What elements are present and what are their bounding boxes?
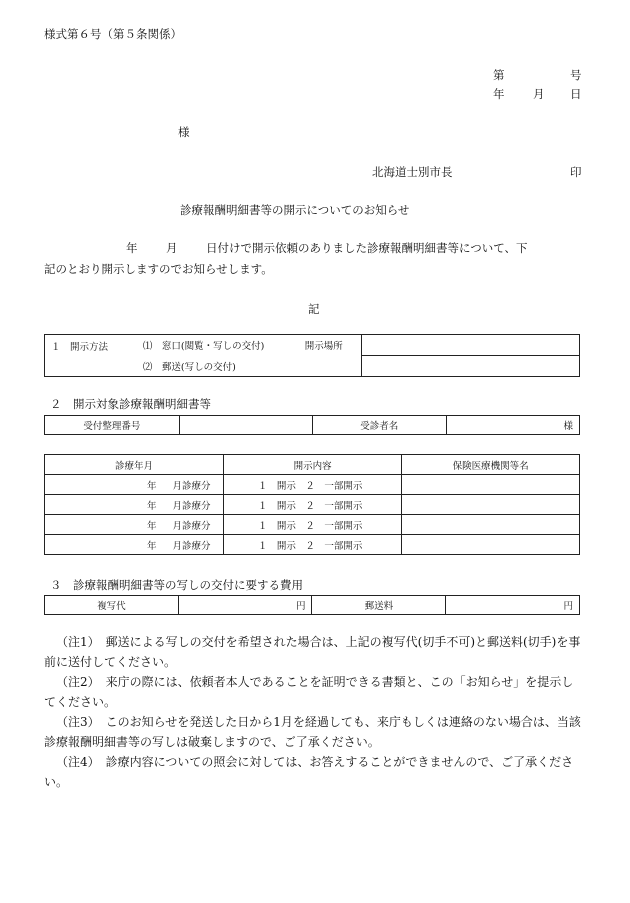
row-year: 年 [147, 500, 157, 512]
recipient-suffix: 様 [178, 125, 190, 139]
row-year: 年 [147, 480, 157, 492]
receipt-number-field[interactable] [179, 416, 312, 435]
date-day: 日 [570, 87, 582, 101]
section3-heading: ３ 診療報酬明細書等の写しの交付に要する費用 [50, 578, 303, 592]
disclosure-items-table [44, 454, 580, 555]
table-row [45, 535, 580, 555]
institution-cell[interactable] [402, 515, 580, 535]
institution-cell[interactable] [402, 495, 580, 515]
table-row [45, 495, 580, 515]
postage-field[interactable]: 円 [446, 596, 580, 615]
treatment-month-cell[interactable] [45, 495, 224, 515]
location-label: 開示場所 [299, 335, 361, 356]
content-cell[interactable]: １ 開示 ２ 一部開示 [223, 475, 401, 495]
note-3: （注3） このお知らせを発送した日から1月を経過しても、来庁もしくは連絡のない場合は、当該診療報酬明細書等の写しは破棄しますので、ご了承ください。 [44, 715, 581, 749]
method-label: １ 開示方法 [45, 335, 137, 377]
institution-cell[interactable] [402, 535, 580, 555]
intro-year: 年 [126, 241, 138, 255]
issuer-name: 北海道士別市長 [372, 165, 453, 179]
header-disclosure-content: 開示内容 [223, 455, 401, 475]
content-cell[interactable]: １ 開示 ２ 一部開示 [223, 535, 401, 555]
content-cell[interactable]: １ 開示 ２ 一部開示 [223, 495, 401, 515]
copy-fee-label: 複写代 [45, 596, 179, 615]
row-month: 月診療分 [172, 540, 211, 552]
postage-label: 郵送料 [312, 596, 446, 615]
intro-line1: 日付けで開示依頼のありました診療報酬明細書等について、下 [206, 241, 528, 255]
copy-fee-field[interactable]: 円 [178, 596, 312, 615]
header-institution-name: 保険医療機関等名 [402, 455, 580, 475]
ki-label: 記 [308, 302, 320, 316]
treatment-month-cell[interactable] [45, 535, 224, 555]
receipt-table [44, 415, 580, 435]
method-option-mail: ⑵ 郵送(写しの交付) [137, 356, 361, 377]
location-field[interactable] [361, 335, 579, 356]
row-year: 年 [147, 520, 157, 532]
intro-month: 月 [166, 241, 178, 255]
date-year: 年 [493, 87, 505, 101]
document-title: 診療報酬明細書等の開示についてのお知らせ [180, 203, 410, 217]
ref-number-suffix: 号 [570, 68, 582, 82]
institution-cell[interactable] [402, 475, 580, 495]
content-cell[interactable]: １ 開示 ２ 一部開示 [223, 515, 401, 535]
treatment-month-cell[interactable] [45, 515, 224, 535]
method-option-counter: ⑴ 窓口(閲覧・写しの交付) [137, 335, 299, 356]
row-year: 年 [147, 540, 157, 552]
recipient-name-label: 受診者名 [312, 416, 446, 435]
notes-block [44, 632, 582, 792]
treatment-month-cell[interactable] [45, 475, 224, 495]
row-month: 月診療分 [172, 520, 211, 532]
disclosure-method-table [44, 334, 580, 377]
issuer-seal: 印 [570, 165, 582, 179]
row-month: 月診療分 [172, 500, 211, 512]
ref-number-prefix: 第 [493, 68, 505, 82]
receipt-number-label: 受付整理番号 [45, 416, 180, 435]
table-row [45, 515, 580, 535]
table-row [45, 475, 580, 495]
row-month: 月診療分 [172, 480, 211, 492]
intro-line2: 記のとおり開示しますのでお知らせします。 [44, 262, 273, 276]
section2-heading: ２ 開示対象診療報酬明細書等 [50, 397, 211, 411]
form-number: 様式第６号（第５条関係） [44, 27, 182, 41]
location-field-2[interactable] [361, 356, 579, 377]
date-month: 月 [533, 87, 545, 101]
fees-table [44, 595, 580, 615]
note-2: （注2） 来庁の際には、依頼者本人であることを証明できる書類と、この「お知らせ」を提示してください。 [44, 675, 574, 709]
header-treatment-month: 診療年月 [45, 455, 224, 475]
note-4: （注4） 診療内容についての照会に対しては、お答えすることができませんので、ご了承ください。 [44, 755, 574, 789]
recipient-name-field[interactable]: 様 [446, 416, 579, 435]
note-1: （注1） 郵送による写しの交付を希望された場合は、上記の複写代(切手不可)と郵送料(切手)を事前に送付してください。 [44, 635, 581, 669]
